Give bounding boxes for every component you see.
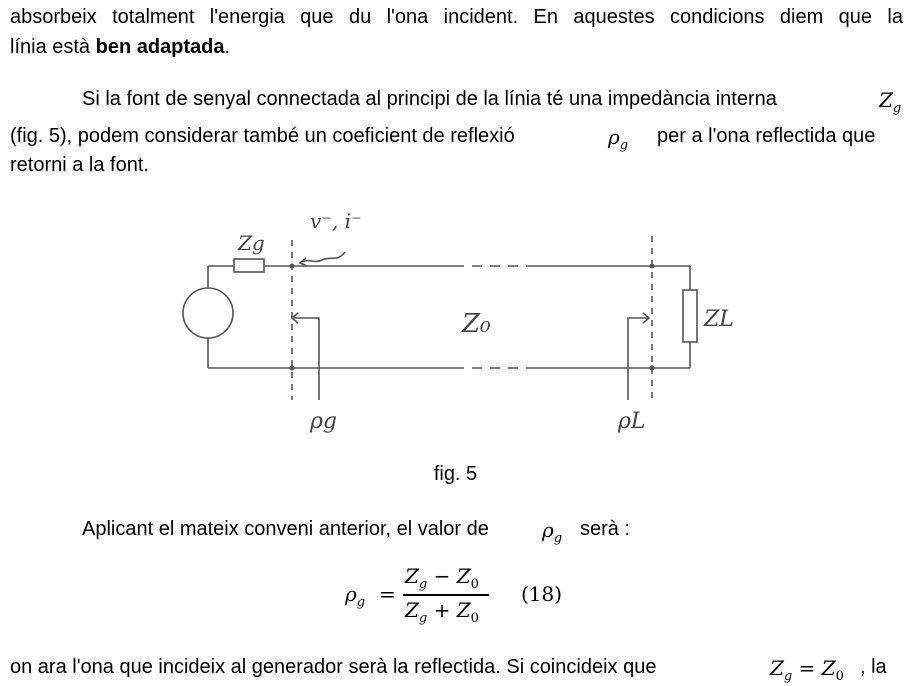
zg-symbol: $Z_g$ (879, 88, 902, 116)
para3-suffix: serà : (580, 518, 631, 540)
figure-caption: fig. 5 (433, 463, 478, 485)
eq-numerator: $Z_g - Z_0$ (405, 564, 479, 592)
para3-line (82, 518, 903, 546)
rho-g-symbol: $\rho_g$ (608, 125, 629, 153)
source-circle (183, 288, 233, 338)
label-zg: Zg (238, 231, 265, 255)
eq-fraction-bar (403, 594, 489, 596)
eq-denominator: $Z_g + Z_0$ (405, 598, 479, 626)
para3-text: Aplicant el mateix conveni anterior, el valor de (82, 518, 489, 540)
label-rho-g: ρg (310, 409, 338, 434)
zg-equals-z0: $Z_g = Z_0$ (770, 656, 844, 684)
rho-g-inline: $\rho_g$ (542, 518, 563, 546)
para2-line2-a: (fig. 5), podem considerar també un coeficient de reflexió (10, 125, 515, 147)
para1-line2 (10, 36, 903, 59)
para2-line1-text: Si la font de senyal connectada al principi de la línia té una impedància interna (82, 88, 777, 110)
term-ben-adaptada: ben adaptada (95, 36, 225, 58)
label-rho-l: ρL (618, 409, 646, 434)
zl-resistor (683, 290, 697, 342)
eq-equals: = (379, 582, 396, 606)
para4-line (10, 656, 903, 684)
label-zl: ZL (704, 307, 734, 332)
para2-line2 (10, 125, 903, 153)
para4-text: on ara l'ona que incideix al generador serà la reflectida. Si coincideix que (10, 656, 657, 678)
para1-line2-suffix: . (224, 36, 231, 58)
equation-18 (345, 560, 605, 630)
para2-line3: retorni a la font. (10, 154, 149, 176)
para2-line2-b: per a l'ona reflectida que (657, 125, 876, 147)
para2-line1 (82, 88, 903, 116)
para4-suffix: , la (860, 656, 887, 678)
eq-lhs: $\rho_g$ (345, 582, 366, 610)
transmission-line-figure (170, 200, 734, 445)
label-wave: v⁻, i⁻ (310, 209, 362, 233)
eq-number: (18) (521, 582, 563, 606)
label-z0: Z₀ (462, 309, 491, 339)
para1-line2-prefix: línia està (10, 36, 96, 58)
para1-line1: absorbeix totalment l'energia que du l'ona incident. En aquestes condicions diem que la (10, 6, 903, 28)
zg-resistor (234, 259, 264, 272)
